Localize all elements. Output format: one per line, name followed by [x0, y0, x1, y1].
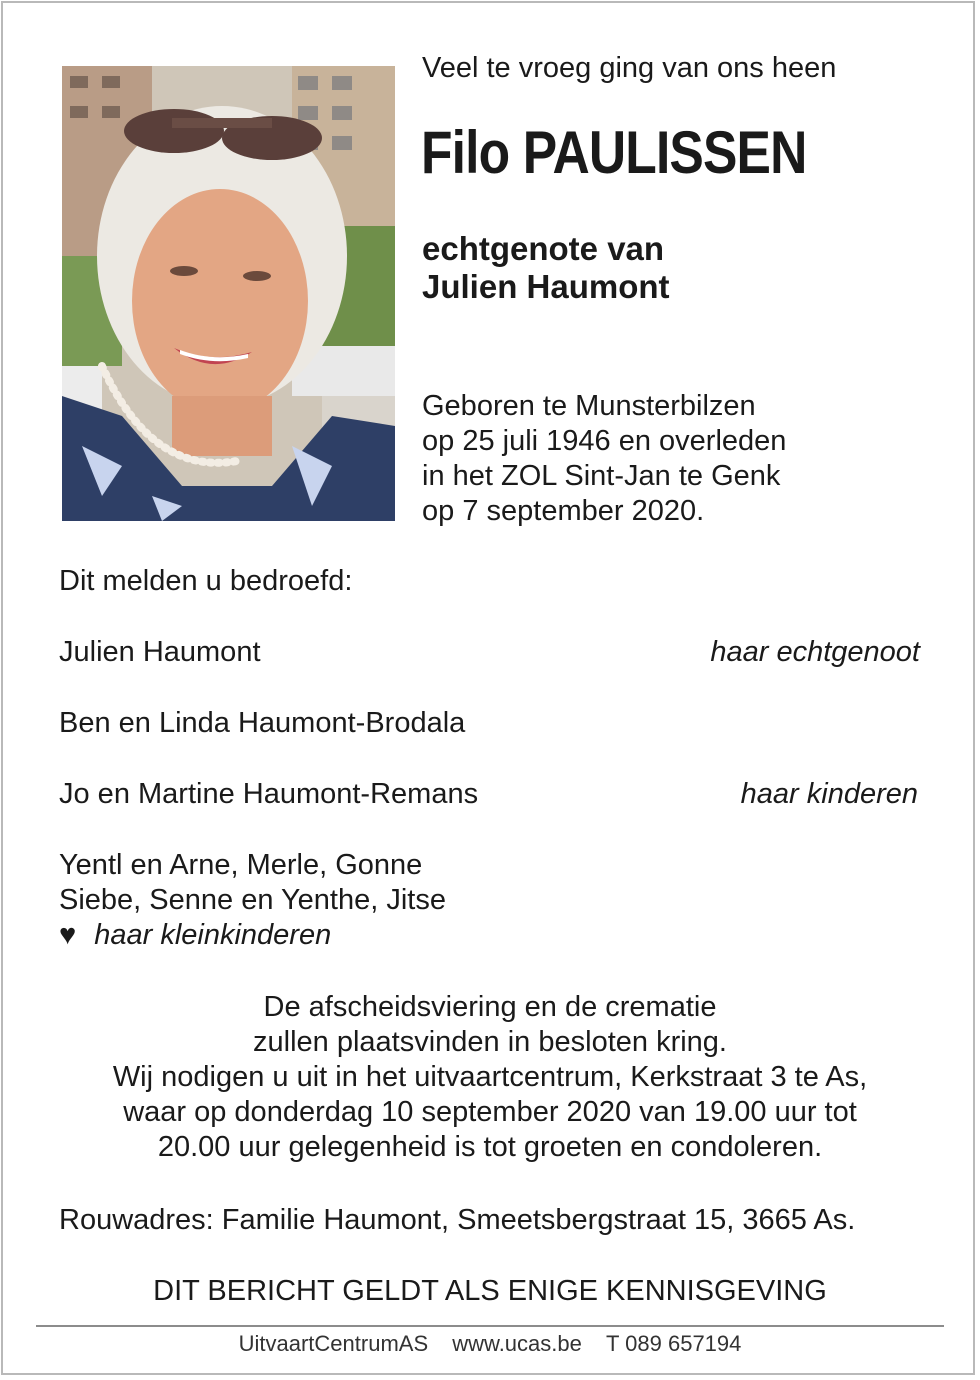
footer-company: UitvaartCentrumAS [238, 1331, 429, 1356]
heart-icon: ♥ [59, 919, 77, 951]
ceremony-line: De afscheidsviering en de crematie [263, 991, 717, 1023]
grandchildren-line: Yentl en Arne, Merle, Gonne [59, 849, 423, 881]
footer [40, 1331, 940, 1357]
mourner-relation: haar echtgenoot [710, 636, 920, 668]
grandchildren-relation: haar kleinkinderen [94, 919, 332, 951]
spouse-line-2: Julien Haumont [422, 268, 670, 305]
grandchildren-line: Siebe, Senne en Yenthe, Jitse [59, 884, 446, 916]
notice-line: DIT BERICHT GELDT ALS ENIGE KENNISGEVING [153, 1275, 827, 1307]
birth-line: op 25 juli 1946 en overleden [422, 425, 787, 457]
grandchildren-block [59, 848, 446, 953]
deceased-name: Filo PAULISSEN [421, 119, 807, 186]
intro-line: Veel te vroeg ging van ons heen [422, 52, 837, 84]
spouse-block [422, 230, 670, 306]
footer-phone: T 089 657194 [606, 1331, 742, 1356]
ceremony-info [40, 990, 940, 1165]
footer-website[interactable]: www.ucas.be [452, 1331, 582, 1356]
mourner-relation: haar kinderen [740, 778, 918, 810]
ceremony-line: Wij nodigen u uit in het uitvaartcentrum, Kerkstraat 3 te As, [112, 1061, 868, 1093]
portrait-photo [62, 66, 395, 521]
announcement: Dit melden u bedroefd: [59, 565, 353, 597]
mourning-address: Rouwadres: Familie Haumont, Smeetsbergstraat 15, 3665 As. [59, 1204, 856, 1236]
ceremony-line: zullen plaatsvinden in besloten kring. [253, 1026, 727, 1058]
grandchildren-relation-line [59, 918, 446, 953]
mourner-name: Jo en Martine Haumont-Remans [59, 778, 479, 810]
birth-line: op 7 september 2020. [422, 495, 705, 527]
ceremony-line: 20.00 uur gelegenheid is tot groeten en condoleren. [157, 1131, 823, 1163]
mourner-name: Ben en Linda Haumont-Brodala [59, 707, 466, 739]
footer-divider [36, 1325, 944, 1327]
birth-line: Geboren te Munsterbilzen [422, 390, 756, 422]
birth-line: in het ZOL Sint-Jan te Genk [422, 460, 781, 492]
ceremony-line: waar op donderdag 10 september 2020 van 19.00 uur tot [123, 1096, 857, 1128]
birth-death-details [422, 389, 786, 529]
mourner-name: Julien Haumont [59, 636, 261, 668]
spouse-line-1: echtgenote van [422, 230, 665, 267]
